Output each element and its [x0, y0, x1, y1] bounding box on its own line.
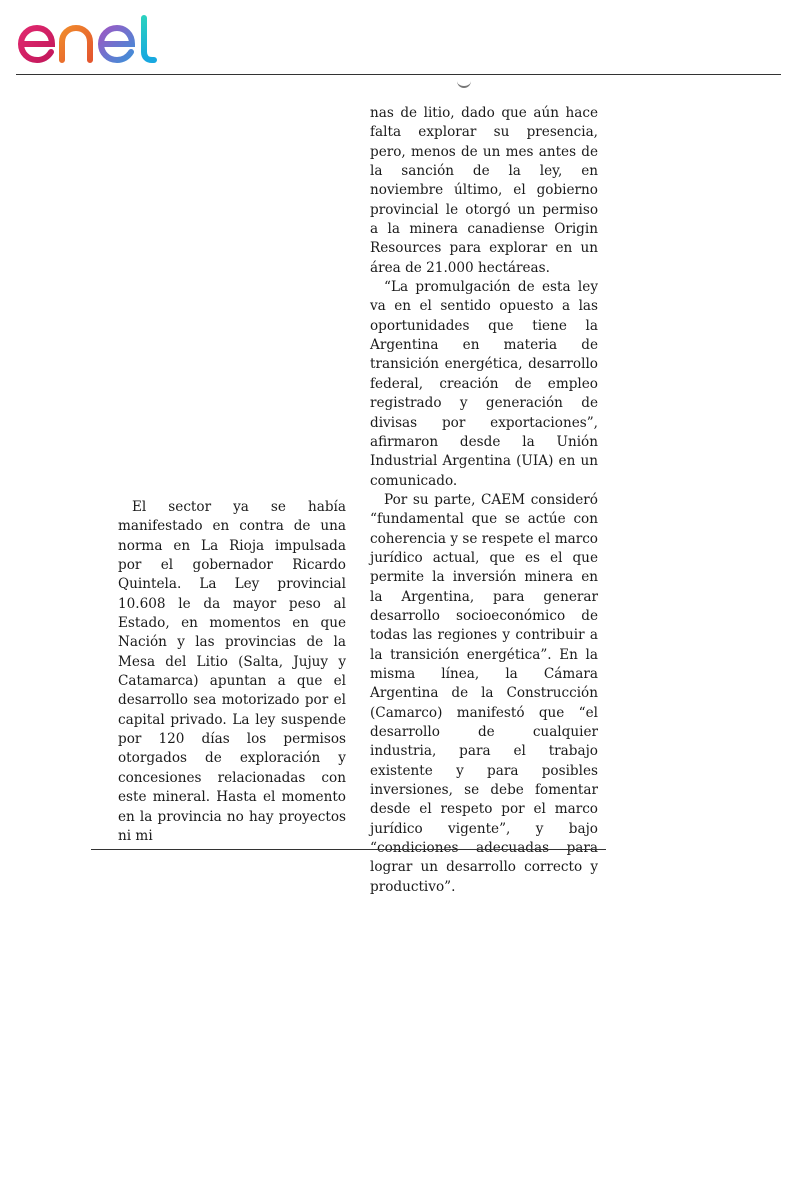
- paragraph-litio-continuation: nas de litio, dado que aún hace falta explorar su presencia, pero, menos de un mes antes de la sanción de la ley, en noviembre último, el gobierno provincial le otorgó un permiso a la minera canadiense Origin Resources para explorar en un área de 21.000 hectáreas.: [370, 105, 598, 276]
- logo-letter-e1: [21, 28, 52, 60]
- logo-letter-n: [62, 28, 90, 60]
- column-top-mark: [457, 80, 471, 88]
- header-divider: [16, 74, 781, 75]
- paragraph-sector: El sector ya se había manifestado en contra de una norma en La Rioja impulsada por el gobernador Ricardo Quintela. La Ley provincial 10.608 le da mayor peso al Estado, en momentos en que Nación y las provincias de la Mesa del Litio (Salta, Jujuy y Catamarca) apuntan a que el desarrollo sea motorizado por el capital privado. La ley suspende por 120 días los permisos otorgados de exploración y concesiones relacionadas con este mineral. Hasta el momento en la provincia no hay proyectos ni mi: [118, 499, 346, 844]
- paragraph-uia-quote: “La promulgación de esta ley va en el sentido opuesto a las oportunidades que tiene la Argentina en materia de transición energética, desarrollo federal, creación de empleo registrado y generación de divisas por exportaciones”, afirmaron desde la Unión Industrial Argentina (UIA) en un comunicado.: [370, 279, 598, 489]
- enel-logo: [16, 14, 176, 70]
- paragraph-caem-camarco: Por su parte, CAEM consideró “fundamental que se actúe con coherencia y se respete el marco jurídico actual, que es el que permite la inversión minera en la Argentina, para generar desarrollo socioeconómico de todas las regiones y contribuir a la transición energética”. En la misma línea, la Cámara Argentina de la Construcción (Camarco) manifestó que “el desarrollo de cualquier industria, para el trabajo existente y para posibles inversiones, se debe fomentar desde el respeto por el marco jurídico vigente”, y bajo “condiciones adecuadas para lograr un desarrollo correcto y productivo”.: [370, 491, 598, 895]
- logo-letter-l: [144, 18, 154, 60]
- footer-divider: [91, 849, 606, 850]
- article-column-left: [118, 498, 346, 846]
- logo-letter-e2: [101, 28, 132, 60]
- article-column-right: [370, 104, 598, 897]
